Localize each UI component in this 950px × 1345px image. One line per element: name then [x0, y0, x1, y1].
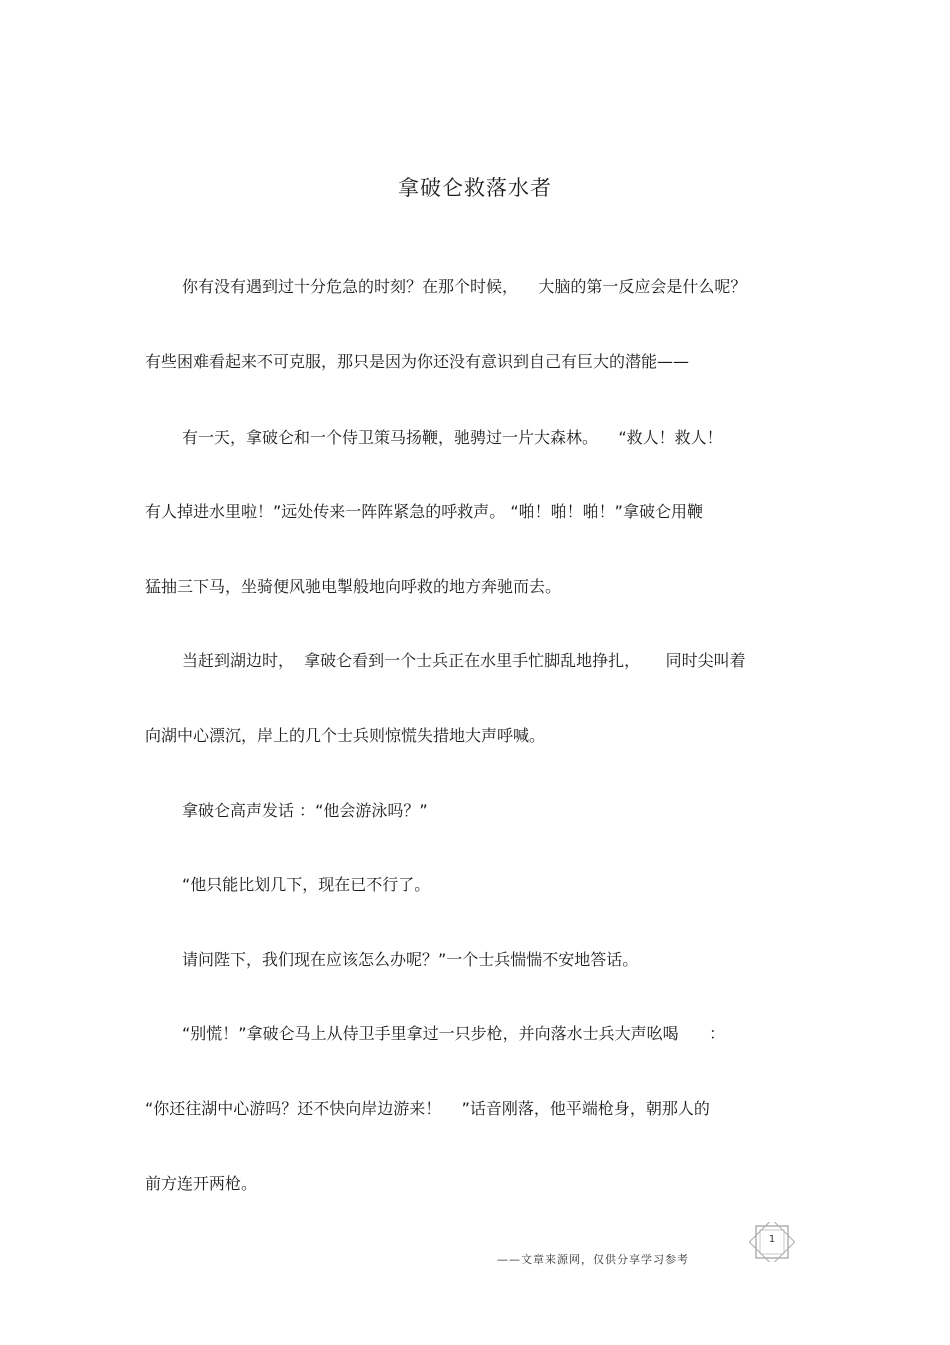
paragraph-line: 拿破仑高声发话 ：“他会游泳吗？”: [182, 801, 428, 820]
paragraph-line: “别慌！”拿破仑马上从侍卫手里拿过一只步枪，并向落水士兵大声吆喝 ：: [182, 1024, 726, 1043]
paragraph-line: “他只能比划几下，现在已不行了。: [182, 875, 431, 894]
paragraph-line: 有一天，拿破仑和一个侍卫策马扬鞭，驰骋过一片大森林。 “救人！救人！: [182, 428, 723, 447]
page-number-badge: [749, 1222, 795, 1262]
paragraph-line: 有人掉进水里啦！”远处传来一阵阵紧急的呼救声。 “啪！啪！啪！”拿破仑用鞭: [145, 502, 703, 521]
paragraph-line: 当赶到湖边时， 拿破仑看到一个士兵正在水里手忙脚乱地挣扎， 同时尖叫着: [182, 651, 746, 670]
paragraph-line: 请问陛下，我们现在应该怎么办呢？”一个士兵惴惴不安地答话。: [182, 950, 639, 969]
paragraph-line: “你还往湖中心游吗？还不快向岸边游来！ ”话音刚落，他平端枪身，朝那人的: [145, 1099, 710, 1118]
document-title: 拿破仑救落水者: [398, 176, 552, 200]
paragraph-line: 你有没有遇到过十分危急的时刻？在那个时候， 大脑的第一反应会是什么呢？: [182, 277, 747, 296]
paragraph-line: 猛抽三下马，坐骑便风驰电掣般地向呼救的地方奔驰而去。: [145, 577, 562, 596]
source-note: ——文章来源网，仅供分享学习参考: [497, 1253, 689, 1266]
paragraph-line: 有些困难看起来不可克服，那只是因为你还没有意识到自己有巨大的潜能——: [145, 352, 690, 371]
paragraph-line: 前方连开两枪。: [145, 1174, 258, 1193]
page-number: 1: [768, 1234, 776, 1245]
paragraph-line: 向湖中心漂沉，岸上的几个士兵则惊慌失措地大声呼喊。: [145, 726, 546, 745]
